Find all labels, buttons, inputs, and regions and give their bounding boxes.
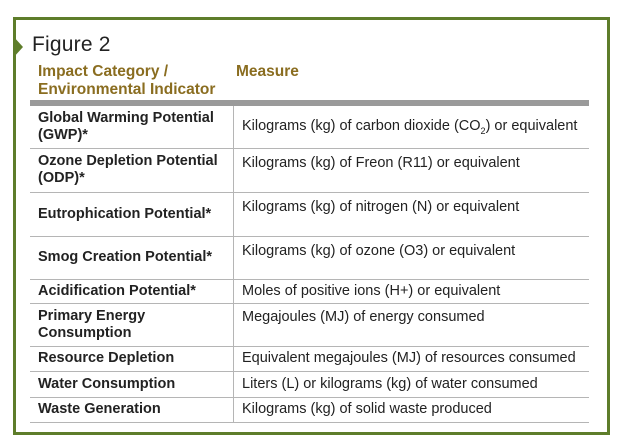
row-measure: Equivalent megajoules (MJ) of resources consumed — [235, 346, 589, 371]
measure-text: Kilograms (kg) of carbon dioxide (CO — [242, 118, 481, 135]
row-measure: Liters (L) or kilograms (kg) of water consumed — [235, 371, 589, 397]
impact-table — [30, 106, 589, 423]
measure-text-end: ) or equivalent — [485, 118, 578, 135]
row-category: Resource Depletion — [30, 346, 234, 371]
table-row — [30, 371, 589, 397]
table-row — [30, 346, 589, 371]
row-measure: Kilograms (kg) of Freon (R11) or equivalent — [235, 148, 589, 192]
row-category: Primary Energy Consumption — [30, 303, 234, 346]
column-header-impact-category: Impact Category / Environmental Indicator — [38, 63, 216, 98]
table-row — [30, 106, 589, 148]
row-category: Smog Creation Potential* — [30, 236, 234, 279]
table-row — [30, 236, 589, 279]
column-header-measure: Measure — [236, 63, 299, 80]
measure-subscript: 2 — [480, 126, 486, 137]
row-measure: Kilograms (kg) of ozone (O3) or equivalent — [235, 236, 589, 279]
table-row — [30, 303, 589, 346]
row-category: Water Consumption — [30, 371, 234, 397]
row-measure: Kilograms (kg) of solid waste produced — [235, 397, 589, 422]
row-category: Ozone Depletion Potential (ODP)* — [30, 148, 234, 192]
row-measure — [235, 106, 589, 148]
row-category: Waste Generation — [30, 397, 234, 422]
row-measure: Moles of positive ions (H+) or equivalent — [235, 279, 589, 303]
table-row — [30, 148, 589, 192]
table-row — [30, 192, 589, 236]
row-measure: Megajoules (MJ) of energy consumed — [235, 303, 589, 346]
table-row — [30, 279, 589, 303]
row-measure: Kilograms (kg) of nitrogen (N) or equivalent — [235, 192, 589, 236]
row-category: Eutrophication Potential* — [30, 192, 234, 236]
figure-marker-arrow-icon — [13, 36, 23, 58]
row-category: Global Warming Potential (GWP)* — [30, 106, 234, 148]
table-row — [30, 397, 589, 422]
row-category: Acidification Potential* — [30, 279, 234, 303]
figure-title: Figure 2 — [32, 33, 111, 56]
